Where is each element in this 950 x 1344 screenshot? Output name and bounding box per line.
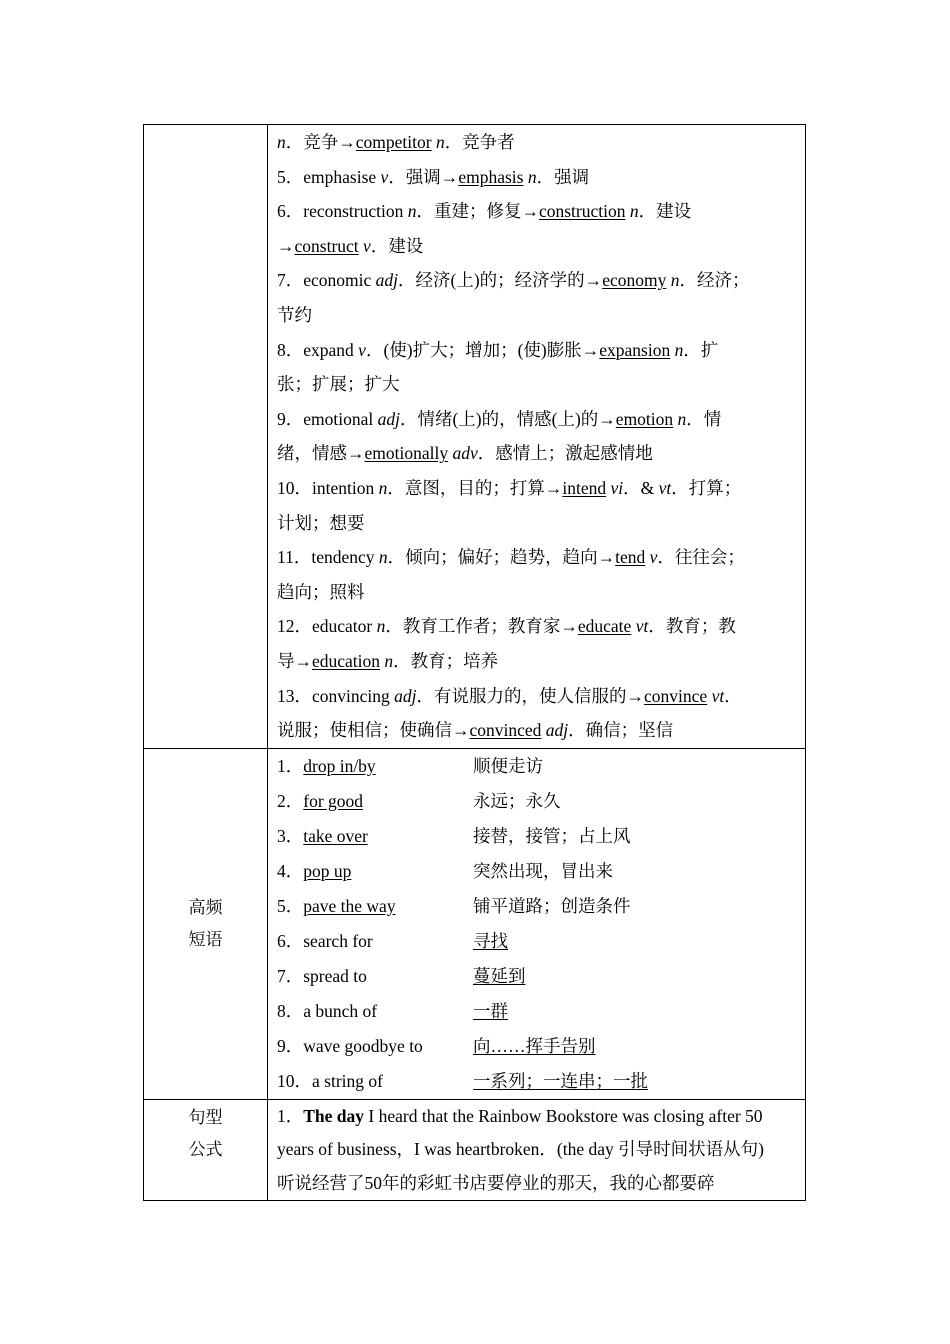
vocab-line (277, 679, 795, 714)
phrase-chinese (473, 1064, 648, 1099)
vocab-text: 9．emotional (277, 408, 378, 429)
vocab-text: ．扩 (683, 339, 719, 360)
phrases-category-line2: 短语 (188, 929, 223, 950)
sentences-category-line1: 句型 (188, 1107, 223, 1128)
vocab-answer: education (312, 650, 381, 671)
phrase-english-text: spread to (303, 965, 367, 986)
phrases-category-cell (144, 748, 268, 1099)
phrases-row (144, 748, 806, 1099)
phrase-english-text: a bunch of (303, 1000, 378, 1021)
vocab-text: 说服；使相信；使确信→ (277, 720, 470, 741)
sentence-translation: 听说经营了50年的彩虹书店要停业的那天，我的心都要碎 (277, 1172, 715, 1193)
phrase-english-text: for good (303, 790, 364, 811)
vocab-text: 8．expand (277, 339, 359, 360)
phrase-row (277, 1064, 795, 1099)
vocab-text: 6．reconstruction (277, 201, 408, 222)
sentence-1 (277, 1100, 795, 1167)
vocab-text: ．打算； (671, 477, 742, 498)
vocab-text: 7．economic (277, 270, 376, 291)
phrase-row (277, 819, 795, 854)
vocab-category-cell (144, 125, 268, 749)
phrase-english-text: pave the way (303, 895, 396, 916)
vocab-text: vt (711, 685, 725, 706)
phrase-english-text: wave goodbye to (303, 1035, 423, 1056)
phrase-english-text: take over (303, 825, 368, 846)
vocab-text: v (649, 547, 658, 568)
vocab-text: n (629, 201, 639, 222)
vocab-answer: convince (644, 685, 708, 706)
phrase-row (277, 784, 795, 819)
vocab-text: 计划；想要 (277, 512, 365, 533)
phrase-number: 2． (277, 790, 304, 811)
vocab-text: n (378, 547, 388, 568)
vocab-text: v (380, 166, 389, 187)
vocab-answer: expansion (599, 339, 671, 360)
phrase-chinese (473, 924, 508, 959)
vocab-text: ．强调→ (388, 166, 459, 187)
vocab-text: adj (545, 720, 569, 741)
phrase-chinese (473, 784, 561, 819)
vocab-line (277, 160, 795, 195)
phrase-english (277, 959, 473, 994)
phrase-chinese (473, 854, 613, 889)
vocab-text: n (677, 408, 687, 429)
vocab-content-cell (268, 125, 806, 749)
vocab-line (277, 471, 795, 506)
vocab-text: ．感情上；激起感情地 (477, 443, 653, 464)
phrase-chinese (473, 749, 543, 784)
vocab-text: n (435, 132, 445, 152)
vocab-text: 张；扩展；扩大 (277, 374, 400, 395)
phrase-chinese-text: 永远；永久 (473, 790, 561, 811)
sentences-category-line2: 公式 (188, 1139, 223, 1160)
vocab-text: ．强调 (536, 166, 590, 187)
vocab-line (277, 506, 795, 541)
phrase-chinese-text: 铺平道路；创造条件 (473, 895, 631, 916)
phrase-row (277, 889, 795, 924)
vocab-text: ．情 (686, 408, 722, 429)
phrase-chinese (473, 819, 631, 854)
vocab-text: ．重建；修复→ (416, 201, 539, 222)
vocab-text: n (674, 339, 684, 360)
vocab-answer: construction (538, 201, 626, 222)
phrase-number: 10． (277, 1070, 312, 1091)
vocab-text: ．情绪(上)的，情感(上)的→ (399, 408, 616, 429)
phrase-chinese (473, 959, 526, 994)
vocab-answer: intend (562, 477, 607, 498)
phrase-chinese-text: 接替，接管；占上风 (473, 825, 631, 846)
phrase-english (277, 994, 473, 1029)
vocab-text: ．倾向；偏好；趋势，趋向→ (387, 547, 616, 568)
phrase-number: 6． (277, 930, 304, 951)
study-table (143, 124, 806, 1201)
vocab-line (277, 436, 795, 471)
phrase-english (277, 819, 473, 854)
vocab-text: ．竞争者 (444, 132, 515, 152)
vocab-text: ．(使)扩大；增加；(使)膨胀→ (365, 339, 600, 360)
sentences-category-cell (144, 1099, 268, 1201)
vocab-text: ．建设 (638, 201, 692, 222)
vocab-text: n (384, 650, 394, 671)
vocab-text: → (277, 235, 295, 256)
vocab-line (277, 194, 795, 229)
vocab-answer: economy (602, 270, 667, 291)
vocab-answer: tend (615, 547, 646, 568)
phrase-chinese-text: 一系列；一连串；一批 (473, 1070, 648, 1091)
vocab-text: ．竞争→ (285, 132, 356, 152)
vocab-text: ．往往会； (657, 547, 745, 568)
vocab-text: adj (375, 270, 399, 291)
vocab-text: vt (658, 477, 672, 498)
phrase-number: 7． (277, 965, 304, 986)
phrase-english (277, 889, 473, 924)
vocab-text: ．经济； (679, 270, 750, 291)
vocab-line (277, 644, 795, 679)
vocab-text: ．& (623, 477, 659, 498)
vocab-text: 11．tendency (277, 547, 379, 568)
phrase-chinese-text: 突然出现，冒出来 (473, 860, 613, 881)
vocab-text: v (358, 339, 366, 360)
phrase-number: 9． (277, 1035, 304, 1056)
vocab-text: 绪，情感→ (277, 443, 365, 464)
vocab-line (277, 125, 795, 160)
vocab-text: n (527, 166, 537, 187)
vocab-text: 10．intention (277, 477, 379, 498)
vocab-text: ．确信；坚信 (568, 720, 674, 741)
phrase-english (277, 1029, 473, 1064)
vocab-text: 5．emphasise (277, 166, 381, 187)
vocab-text: n (670, 270, 680, 291)
phrase-chinese (473, 1029, 596, 1064)
sentence-bold: The day (303, 1105, 365, 1126)
phrase-number: 3． (277, 825, 304, 846)
vocab-line (277, 298, 795, 333)
vocab-answer: construct (294, 235, 359, 256)
phrase-english (277, 924, 473, 959)
vocab-text: vt (635, 616, 649, 637)
vocab-text: ．有说服力的，使人信服的→ (416, 685, 645, 706)
phrase-english (277, 784, 473, 819)
phrase-row (277, 1029, 795, 1064)
phrase-english-text: drop in/by (303, 755, 376, 776)
phrase-chinese-text: 一群 (473, 1000, 508, 1021)
phrase-number: 4． (277, 860, 304, 881)
vocab-text: adj (394, 685, 417, 706)
vocab-text: ．意图，目的；打算→ (387, 477, 563, 498)
vocab-text: n (376, 616, 386, 637)
phrase-english (277, 749, 473, 784)
vocab-text: ．建设 (370, 235, 424, 256)
vocab-text: n (277, 132, 286, 152)
sentence-prefix: 1． (277, 1105, 304, 1126)
vocab-text: ．经济(上)的；经济学的→ (398, 270, 603, 291)
vocab-text: n (378, 477, 388, 498)
vocab-text: 13．convincing (277, 685, 395, 706)
phrase-chinese (473, 994, 508, 1029)
vocab-line (277, 540, 795, 575)
phrase-row (277, 854, 795, 889)
vocab-answer: educate (577, 616, 632, 637)
phrase-row (277, 924, 795, 959)
vocab-row (144, 125, 806, 749)
vocab-answer: competitor (355, 132, 432, 152)
phrase-english (277, 854, 473, 889)
vocab-text: 12．educator (277, 616, 377, 637)
phrase-row (277, 959, 795, 994)
vocab-line (277, 229, 795, 264)
vocab-answer: emotion (615, 408, 674, 429)
vocab-answer: convinced (469, 720, 542, 741)
vocab-line (277, 713, 795, 748)
vocab-line (277, 575, 795, 610)
vocab-line (277, 263, 795, 298)
phrase-row (277, 994, 795, 1029)
vocab-text: vi (610, 477, 624, 498)
vocab-line (277, 402, 795, 437)
vocab-text: ．教育；培养 (393, 650, 499, 671)
phrase-number: 8． (277, 1000, 304, 1021)
vocab-text: adv (452, 443, 478, 464)
vocab-line (277, 609, 795, 644)
vocab-text: n (407, 201, 417, 222)
phrase-number: 5． (277, 895, 304, 916)
phrase-chinese-text: 向……挥手告别 (473, 1035, 596, 1056)
phrase-number: 1． (277, 755, 304, 776)
phrase-chinese-text: 蔓延到 (473, 965, 526, 986)
phrase-row (277, 749, 795, 784)
phrase-english (277, 1064, 473, 1099)
vocab-line (277, 333, 795, 368)
phrase-chinese-text: 顺便走访 (473, 755, 543, 776)
vocab-answer: emotionally (364, 443, 449, 464)
phrase-chinese-text: 寻找 (473, 930, 508, 951)
vocab-text: 趋向；照料 (277, 581, 365, 602)
vocab-text: ．教育工作者；教育家→ (385, 616, 578, 637)
phrases-category-line1: 高频 (188, 897, 223, 918)
phrases-content-cell (268, 748, 806, 1099)
vocab-text: ．教育；教 (648, 616, 736, 637)
sentences-content-cell (268, 1099, 806, 1201)
sentence-rest: I heard that the Rainbow Bookstore was closing after 50 years of business，I was heartbroken．(the day 引导时间状语从句) (277, 1105, 764, 1160)
phrase-english-text: search for (303, 930, 373, 951)
vocab-text: 导→ (277, 650, 312, 671)
vocab-answer: emphasis (458, 166, 524, 187)
sentences-row (144, 1099, 806, 1201)
vocab-line (277, 367, 795, 402)
vocab-text: adj (377, 408, 400, 429)
vocab-text: v (363, 235, 371, 256)
vocab-text: 节约 (277, 304, 312, 325)
phrase-english-text: pop up (303, 860, 352, 881)
vocab-text: ． (724, 685, 742, 706)
phrase-english-text: a string of (312, 1070, 383, 1091)
phrase-chinese (473, 889, 631, 924)
